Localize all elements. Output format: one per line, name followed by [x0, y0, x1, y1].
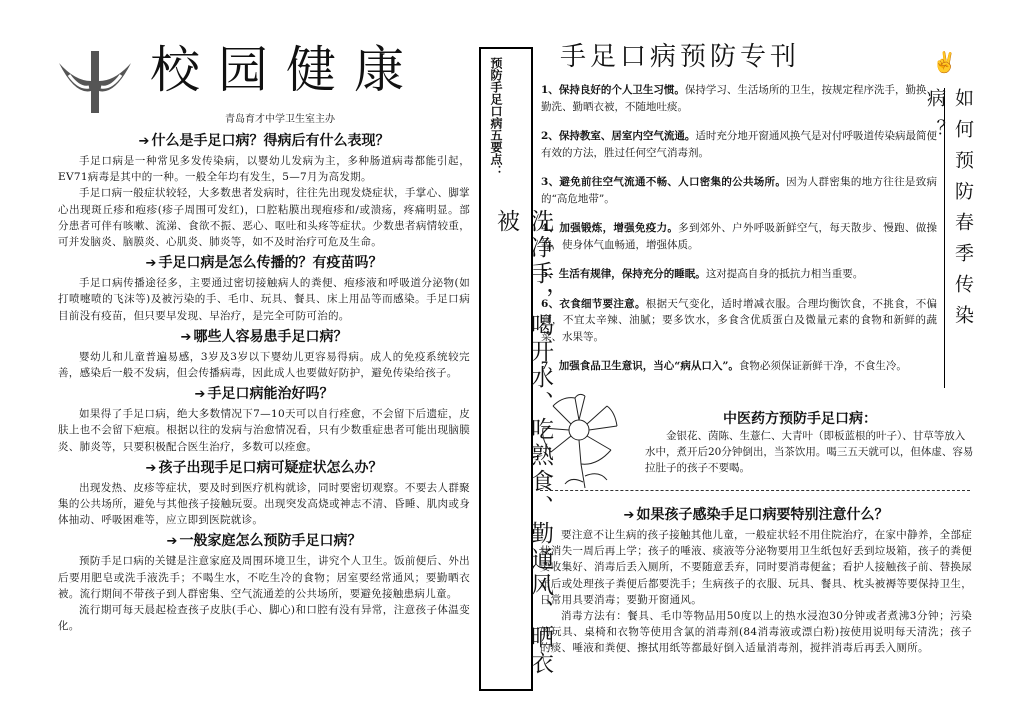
paragraph: 手足口病是一种常见多发传染病，以婴幼儿发病为主，多种肠道病毒都能引起，EV71病毒是其中的一种。一般全年均有发生，5—7月为高发期。 — [58, 155, 470, 184]
list-item: 2、保持教室、居室内空气流通。适时充分地开窗通风换气是对付呼吸道传染病最简便有效的方法，胜过任何空气消毒剂。 — [541, 130, 938, 159]
section-spread — [58, 254, 470, 324]
list-item: 6、衣食细节要注意。根据天气变化，适时增减衣服。合理均衡饮食，不挑食，不偏食，不宜太辛辣、油腻；要多饮水，多食含优质蛋白及微量元素的食物和新鲜的蔬菜、水果等。 — [541, 297, 937, 343]
infected-section — [540, 502, 972, 657]
side-question: 如何预防春季传染病？ — [944, 88, 977, 388]
page-subtitle: 青岛育才中学卫生室主办 — [225, 114, 335, 125]
arrow-icon: ➔ — [138, 134, 150, 149]
section-heading: ➔ 手足口病能治好吗？ — [194, 386, 334, 403]
list-item: 3、避免前往空气流通不畅、人口密集的公共场所。因为人群密集的地方往往是致病的“高危地带”。 — [541, 176, 937, 205]
arrow-icon: ➔ — [166, 534, 178, 550]
paragraph: 预防手足口病的关键是注意家庭及周围环境卫生，讲究个人卫生。饭前便后、外出后要用肥皂或洗手液洗手；不喝生水，不吃生冷的食物；居室要经常通风；要勤晒衣被。流行期间不带孩子到人群密集、空气流通差的公共场所，要避免接触患病儿童。 — [58, 555, 470, 600]
divider — [540, 490, 970, 491]
section-prevention — [58, 532, 470, 634]
arrow-icon: ➔ — [180, 329, 192, 345]
school-logo — [55, 45, 135, 115]
tcm-text: 金银花、茵陈、生薏仁、大青叶（即板蓝根的叶子）、甘草等放入水中，煮开后20分钟倒出，当茶饮用。喝三五天就可以，但体虚、容易拉肚子的孩子不要喝。 — [645, 430, 974, 474]
list-item: 1、保持良好的个人卫生习惯。保持学习、生活场所的卫生，按规定程序洗手，勤换、勤洗、勤晒衣被，不随地吐痰。 — [541, 84, 938, 113]
section-heading: ➔ 哪些人容易患手足口病？ — [180, 328, 348, 345]
paragraph: 手足口病一般症状较轻，大多数患者发病时，往往先出现发烧症状，手掌心、脚掌心出现斑丘疹和疱疹(疹子周围可发红)，口腔粘膜出现疱疹和/或溃疡，疼痛明显。部分患者可伴有咳嗽、流涕、食欲不振、恶心、呕吐和头疼等症状。少数患者病情较重，可并发脑炎、脑膜炎、心肌炎、肺炎等，如不及时治疗可危及生命。 — [58, 187, 470, 249]
paragraph: 婴幼儿和儿童普遍易感，3岁及3岁以下婴幼儿更容易得病。成人的免疫系统较完善，感染后一般不发病，但会传播病毒，因此成人也要做好防护，避免传染给孩子。 — [58, 350, 470, 380]
section-heading: ➔ 如果孩子感染手足口病要特别注意什么？ — [623, 507, 889, 523]
section-who — [58, 328, 470, 381]
five-points-label: 预防手足口病五要点： — [489, 57, 503, 177]
list-item: 4、加强锻炼，增强免疫力。多到郊外、户外呼吸新鲜空气，每天散步、慢跑、做操等，使身体气血畅通，增强体质。 — [541, 222, 937, 251]
section-what — [58, 132, 470, 250]
list-item: 7、加强食品卫生意识，当心“病从口入”。食物必须保证新鲜干净，不食生冷。 — [541, 360, 907, 372]
arrow-icon: ➔ — [145, 460, 157, 476]
prevention-list — [541, 82, 937, 388]
left-column — [58, 128, 470, 634]
paragraph: 消毒方法有：餐具、毛巾等物品用50度以上的热水浸泡30分钟或者煮沸3分钟；污染的玩具、桌椅和衣物等使用含氯的消毒剂(84消毒液或漂白粉)按使用说明每天清洗；孩子的痰、唾液和粪便、擦拭用纸等都最好倒入适量消毒剂，搅拌消毒后再丢入厕所。 — [540, 610, 972, 655]
section-heading: ➔ 孩子出现手足口病可疑症状怎么办？ — [145, 459, 383, 476]
five-points-box — [479, 47, 553, 691]
paragraph: 出现发热、皮疹等症状，要及时到医疗机构就诊，同时要密切观察。不要去人群聚集的公共场所，避免与其他孩子接触玩耍。出现突发高烧或神志不清、昏睡、肌肉或身体抽动、呼吸困难等，应立即到医院就诊。 — [58, 481, 470, 527]
section-symptoms — [58, 459, 470, 529]
issue-title: 手足口病预防专刊 — [560, 42, 801, 72]
arrow-icon: ➔ — [145, 256, 157, 272]
paragraph: 如果得了手足口病，绝大多数情况下7—10天可以自行痊愈，不会留下后遗症，皮肤上也不会留下疤痕。根据以往的发病与治愈情况看，只有少数重症患者可能出现脑膜炎、肺炎等，只要积极配合医生治疗，多数可以痊愈。 — [58, 408, 470, 453]
victory-hand-icon: ✌ — [932, 50, 957, 74]
chrysanthemum-icon — [537, 390, 641, 490]
section-heading: ➔ 一般家庭怎么预防手足口病？ — [166, 533, 362, 550]
page-title: 校园健康 — [150, 41, 422, 99]
list-item: 5、生活有规律，保持充分的睡眠。这对提高自身的抵抗力相当重要。 — [541, 268, 864, 280]
section-cure — [58, 385, 470, 455]
section-heading: ➔ 手足口病是怎么传播的？有疫苗吗？ — [145, 255, 383, 272]
arrow-icon: ➔ — [623, 508, 635, 523]
paragraph: 手足口病传播途径多，主要通过密切接触病人的粪便、疱疹液和呼吸道分泌物(如打喷嚏喷的飞沫等)及被污染的手、毛巾、玩具、餐具、床上用品等而感染。手足口病目前没有疫苗，但只要早发现、早治疗，是完全可防可治的。 — [58, 277, 470, 322]
paragraph: 流行期可每天晨起检查孩子皮肤(手心、脚心)和口腔有没有异常，注意孩子体温变化。 — [58, 604, 470, 633]
arrow-icon: ➔ — [194, 387, 206, 403]
tcm-title: 中医药方预防手足口病： — [723, 411, 877, 427]
five-points-text: 洗净手，喝开水、吃熟食、勤通风、晒衣被 — [493, 209, 553, 677]
section-heading: ➔ 什么是手足口病？得病后有什么表现？ — [138, 133, 390, 149]
paragraph: 要注意不让生病的孩子接触其他儿童，一般症状轻不用住院治疗，在家中静养，全部症状消失一周后再上学；孩子的唾液、痰液等分泌物要用卫生纸包好丢到垃圾箱，孩子的粪便要收集好、消毒后丢入厕所，不要随意丢弃，同时要消毒便盆；看护人接触孩子前、替换尿布后或处理孩子粪便后都要洗手；生病孩子的衣服、玩具、餐具、枕头被褥等要保持卫生，日常用具要消毒；要勤开窗通风。 — [540, 529, 972, 606]
